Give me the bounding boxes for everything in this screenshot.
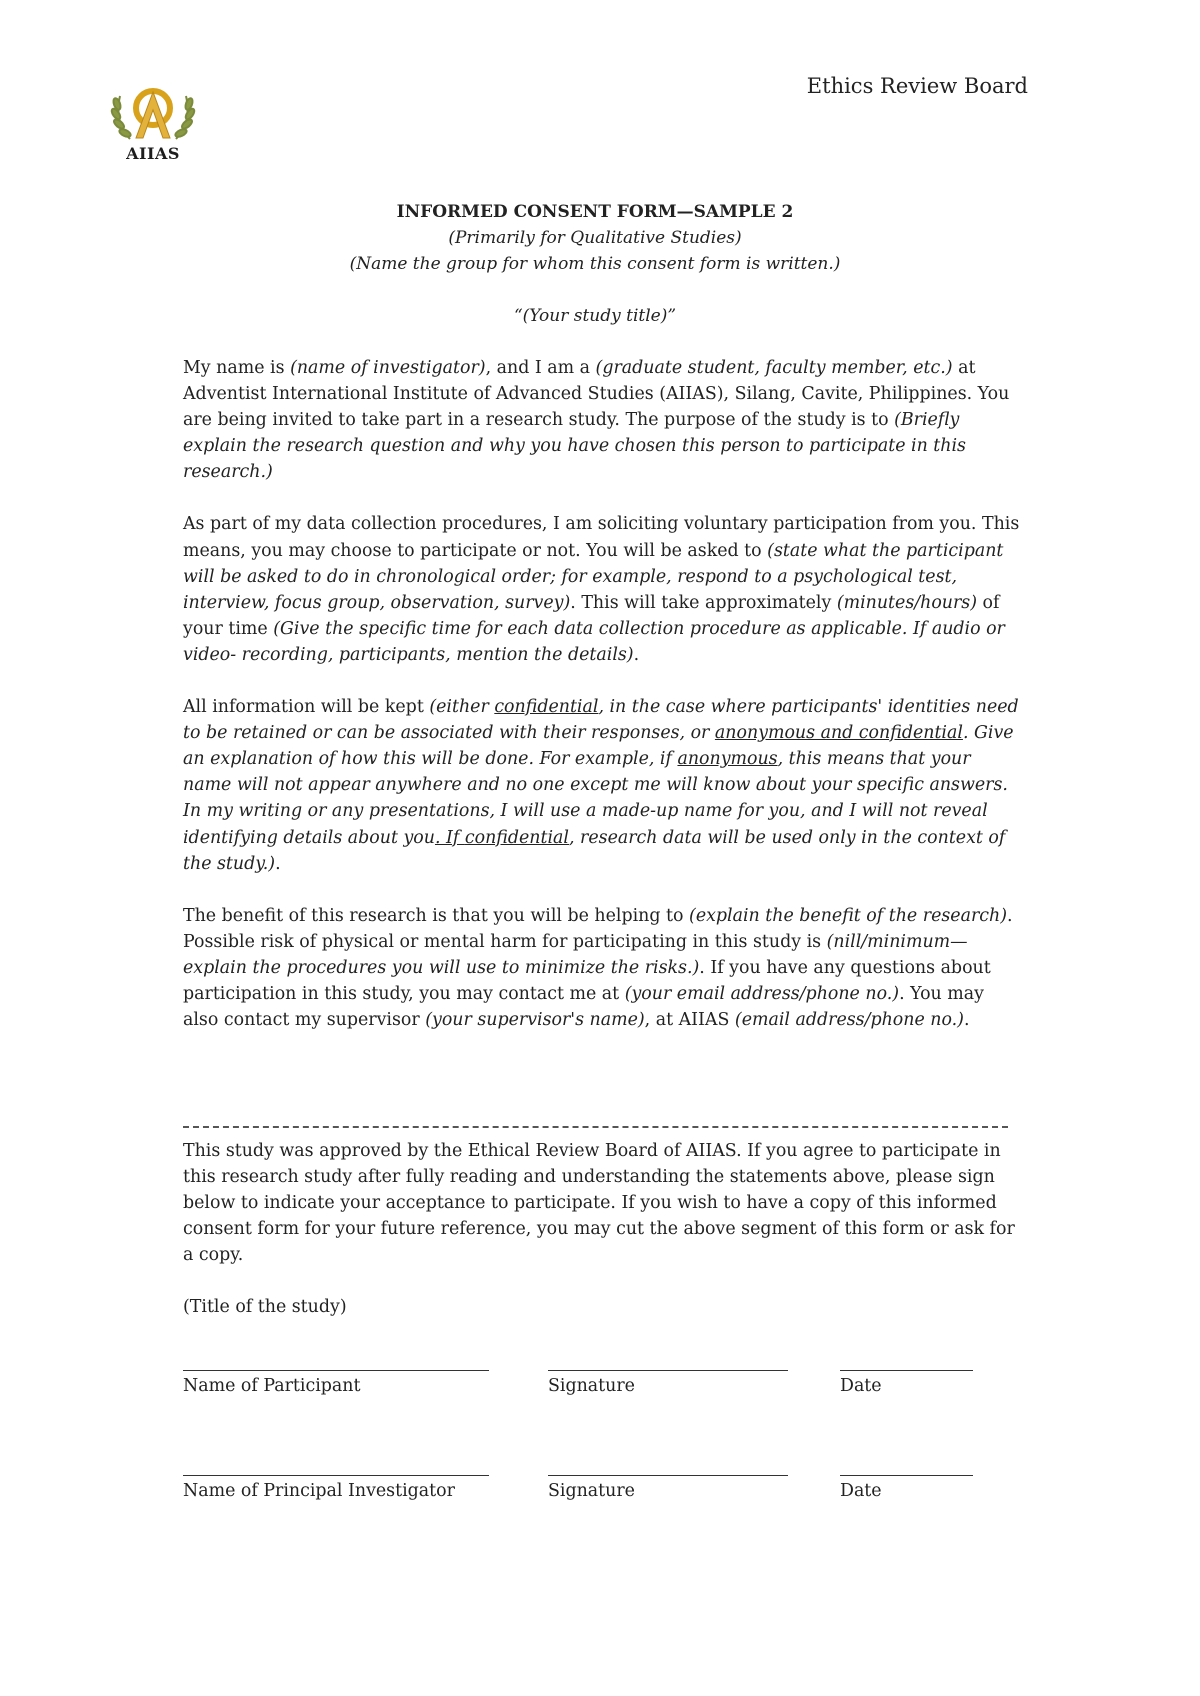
study-title-placeholder: “(Your study title)” xyxy=(513,306,677,326)
investigator-signature-line xyxy=(548,1475,788,1476)
approval-section xyxy=(183,1138,1023,1347)
aiias-logo xyxy=(108,84,198,166)
form-body xyxy=(183,355,1023,1059)
participant-name-label: Name of Participant xyxy=(183,1376,361,1396)
paragraph-benefits-risks: The benefit of this research is that you will be helping to (explain the benefit of the research). Possible risk of physical or mental harm for participating in this study is (nill/minimum—explain the procedures you will use to minimize the risks.). If you have any questions about participation in this study, you may contact me at (your email address/phone no.). You may also contact my supervisor (your supervisor's name), at AIIAS (email address/phone no.). xyxy=(183,905,1013,1031)
investigator-signature-label: Signature xyxy=(548,1481,635,1501)
form-subtitle: (Primarily for Qualitative Studies) xyxy=(448,228,742,248)
investigator-name-line xyxy=(183,1475,489,1476)
participant-name-line xyxy=(183,1370,489,1371)
laurel-emblem-icon xyxy=(108,84,198,146)
investigator-date-label: Date xyxy=(840,1481,882,1501)
form-group-note: (Name the group for whom this consent form is written.) xyxy=(349,254,841,274)
logo-text: AIIAS xyxy=(126,144,180,163)
approval-statement: This study was approved by the Ethical Review Board of AIIAS. If you agree to participate in this research study after fully reading and understanding the statements above, please sign below to indicate your acceptance to participate. If you wish to have a copy of this informed consent form for your future reference, you may cut the above segment of this form or ask for a copy. xyxy=(183,1141,1015,1266)
participant-date-label: Date xyxy=(840,1376,882,1396)
participant-signature-label: Signature xyxy=(548,1376,635,1396)
investigator-name-label: Name of Principal Investigator xyxy=(183,1481,455,1501)
participant-signature-line xyxy=(548,1370,788,1371)
paragraph-confidentiality: All information will be kept (either confidential, in the case where participants' identities need to be retained or can be associated with their responses, or anonymous and confidential. Give an explanation of how this will be done. For example, if anonymous, this means that your name will not appear anywhere and no one except me will know about your specific answers. In my writing or any presentations, I will use a made-up name for you, and I will not reveal identifying details about you. If confidential, research data will be used only in the context of the study.). xyxy=(183,697,1019,874)
paragraph-introduction: My name is (name of investigator), and I am a (graduate student, faculty member, etc.) at Adventist International Institute of Advanced Studies (AIIAS), Silang, Cavite, Philippines. You are being invited to take part in a research study. The purpose of the study is to (Briefly explain the research question and why you have chosen this person to participate in this research.) xyxy=(183,358,1010,483)
header-board-name: Ethics Review Board xyxy=(806,74,1028,98)
investigator-date-line xyxy=(840,1475,973,1476)
participant-date-line xyxy=(840,1370,973,1371)
form-title-block xyxy=(170,199,1020,329)
approval-study-title: (Title of the study) xyxy=(183,1297,347,1318)
form-title: INFORMED CONSENT FORM—SAMPLE 2 xyxy=(396,202,794,222)
paragraph-procedures: As part of my data collection procedures, I am soliciting voluntary participation from you. This means, you may choose to participate or not. You will be asked to (state what the participant will be asked to do in chronological order; for example, respond to a psychological test, interview, focus group, observation, survey). This will take approximately (minutes/hours) of your time (Give the specific time for each data collection procedure as applicable. If audio or video- recording, participants, mention the details). xyxy=(183,514,1020,665)
cut-line-divider xyxy=(183,1126,1008,1128)
